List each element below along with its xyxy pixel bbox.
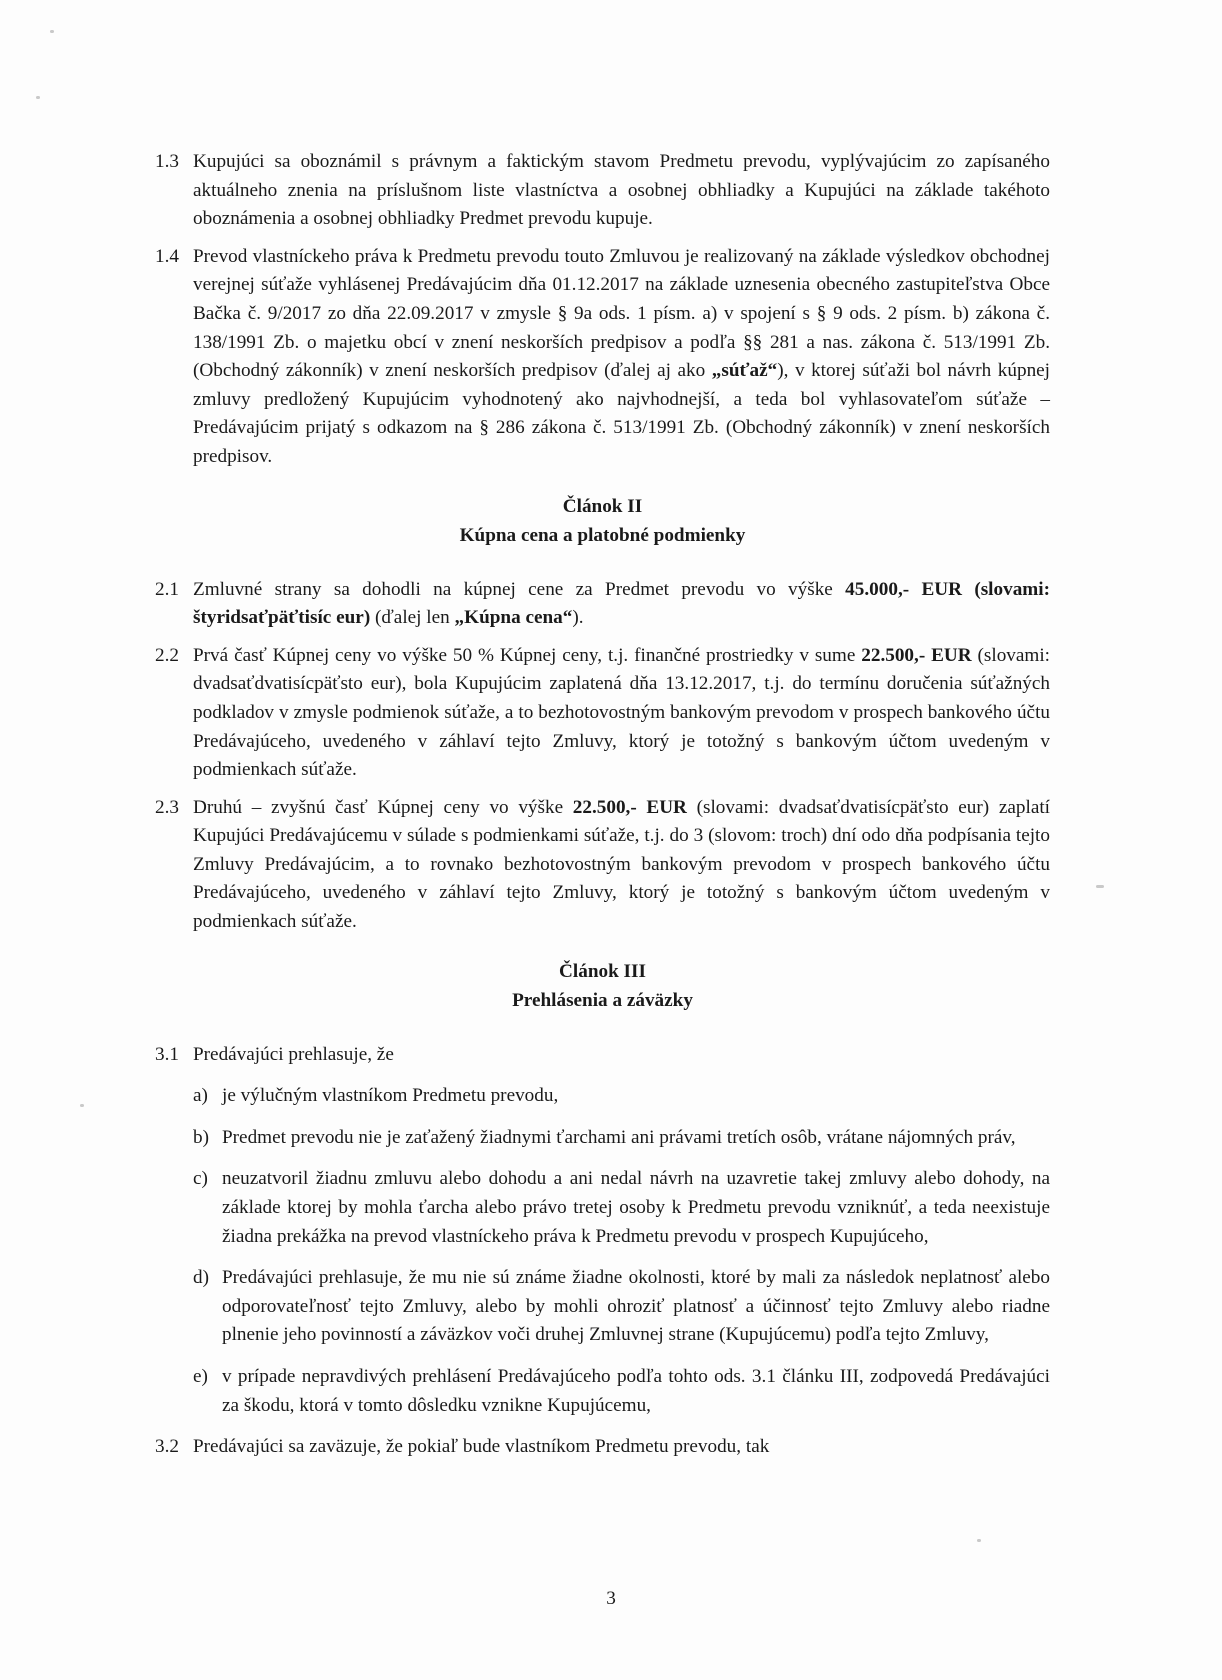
list-item-text: Predávajúci prehlasuje, že mu nie sú známe žiadne okolnosti, ktoré by mali za následok neplatnosť alebo odporovateľnosť tejto Zmluvy, alebo by mohli ohroziť platnosť a účinnosť tejto Zmluvy alebo riadne plnenie jeho povinností a záväzkov voči druhej Zmluvnej strane (Kupujúcemu) podľa tejto Zmluvy, — [222, 1267, 1050, 1346]
list-item-letter: b) — [193, 1126, 209, 1148]
article-3-heading — [155, 957, 1050, 1015]
scan-speck — [36, 96, 40, 99]
scan-speck — [80, 1104, 84, 1107]
scan-speck — [50, 30, 54, 33]
list-item-text: neuzatvoril žiadnu zmluvu alebo dohodu a ani nedal návrh na uzavretie takej zmluvy alebo dohody, na základe ktorej by mohla ťarcha alebo právo tretej osoby k Predmetu prevodu vzniknúť, a teda neexistuje žiadna prekážka na prevod vlastníckeho práva k Predmetu prevodu v prospech Kupujúceho, — [222, 1168, 1050, 1247]
text-run: Druhú – zvyšnú časť Kúpnej ceny vo výške — [193, 796, 573, 818]
section-number: 3.2 — [155, 1436, 179, 1458]
section-3-1 — [155, 1041, 1050, 1070]
text-run: ). — [572, 607, 584, 629]
second-installment-amount: 22.500,- EUR — [572, 796, 687, 818]
first-installment-amount: 22.500,- EUR — [861, 644, 972, 666]
section-text — [193, 243, 1050, 472]
section-1-3 — [155, 148, 1050, 234]
section-number: 2.2 — [155, 644, 179, 666]
section-1-4 — [155, 243, 1050, 472]
article-title: Článok III — [559, 960, 646, 982]
list-item-letter: c) — [193, 1168, 208, 1190]
section-number: 3.1 — [155, 1043, 179, 1065]
section-text — [193, 576, 1050, 633]
section-text: Predávajúci prehlasuje, že — [193, 1043, 394, 1065]
defined-term-sutaz: „súťaž“ — [711, 360, 778, 382]
section-number: 1.4 — [155, 245, 179, 267]
section-text — [193, 642, 1050, 785]
section-text — [193, 794, 1050, 937]
section-number: 2.3 — [155, 796, 179, 818]
article-2-heading — [155, 492, 1050, 550]
list-item — [193, 1264, 1050, 1350]
list-item-letter: a) — [193, 1085, 208, 1107]
list-item-letter: e) — [193, 1366, 208, 1387]
text-run: (slovami: dvadsaťdvatisícpäťsto eur) zaplatí Kupujúci Predávajúcemu v súlade s podmienkami súťaže, t.j. do 3 (slovom: troch) dní odo dňa podpísania tejto Zmluvy Predávajúcim, a to rovnako bezhotovostným bankovým prevodom v prospech bankového účtu Predávajúceho, uvedeného v záhlaví tejto Zmluvy, ktorý je totožný s bankovým účtom uvedeným v podmienkach súťaže. — [193, 796, 1050, 933]
scan-speck — [977, 1539, 981, 1542]
article-subtitle: Prehlásenia a záväzky — [512, 989, 693, 1011]
section-3-2 — [155, 1433, 1050, 1462]
list-item-text: Predmet prevodu nie je zaťažený žiadnymi ťarchami ani právami tretích osôb, vrátane nájomných práv, — [222, 1126, 1016, 1148]
section-text: Kupujúci sa oboznámil s právnym a faktickým stavom Predmetu prevodu, vyplývajúcim zo zapísaného aktuálneho znenia na príslušnom liste vlastníctva a osobnej obhliadky a Kupujúci na základe takéhoto oboznámenia a osobnej obhliadky Predmet prevodu kupuje. — [193, 151, 1050, 230]
section-2-2 — [155, 642, 1050, 785]
scan-speck — [1096, 885, 1104, 888]
list-item — [193, 1363, 1050, 1420]
article-title: Článok II — [562, 495, 643, 517]
list-item — [193, 1165, 1050, 1251]
text-run: ), v ktorej súťaži bol návrh kúpnej zmluvy predložený Kupujúcim vyhodnotený ako najvhodnejší, a teda bol vyhlasovateľom súťaže – Predávajúcim prijatý s odkazom na § 286 zákona č. 513/1991 Zb. (Obchodný zákonník) v znení neskorších predpisov. — [193, 360, 1051, 467]
list-item-text: je výlučným vlastníkom Predmetu prevodu, — [222, 1085, 559, 1107]
article-subtitle: Kúpna cena a platobné podmienky — [459, 524, 746, 546]
text-run: Zmluvné strany sa dohodli na kúpnej cene za Predmet prevodu vo výške — [193, 578, 846, 600]
list-item-text: v prípade nepravdivých prehlásení Predávajúceho podľa tohto ods. 3.1 článku III, zodpovedá Predávajúci za škodu, ktorá v tomto dôsledku vznikne Kupujúcemu, — [222, 1366, 1050, 1416]
section-text: Predávajúci sa zaväzuje, že pokiaľ bude vlastníkom Predmetu prevodu, tak — [193, 1436, 770, 1458]
section-number: 1.3 — [155, 151, 179, 172]
document-body — [155, 148, 1050, 1471]
section-2-3 — [155, 794, 1050, 937]
defined-term-kupna-cena: „Kúpna cena“ — [454, 607, 573, 629]
section-number: 2.1 — [155, 578, 179, 600]
text-run: Prevod vlastníckeho práva k Predmetu prevodu touto Zmluvou je realizovaný na základe výsledkov obchodnej verejnej súťaže vyhlásenej Predávajúcim dňa 01.12.2017 na základe uznesenia obecného zastupiteľstva Obce Bačka č. 9/2017 zo dňa 22.09.2017 v zmysle § 9a ods. 1 písm. a) v spojení s § 9 ods. 2 písm. b) zákona č. 138/1991 Zb. o majetku obcí v znení neskorších predpisov a podľa §§ 281 a nas. zákona č. 513/1991 Zb. (Obchodný zákonník) v znení neskorších predpisov (ďalej aj ako — [193, 245, 1050, 382]
text-run: (slovami: dvadsaťdvatisícpäťsto eur), bola Kupujúcim zaplatená dňa 13.12.2017, t.j. do termínu doručenia súťažných podkladov v zmysle podmienok súťaže, a to bezhotovostným bankovým prevodom v prospech bankového účtu Predávajúceho, uvedeného v záhlaví tejto Zmluvy, ktorý je totožný s bankovým účtom uvedeným v podmienkach súťaže. — [193, 644, 1051, 781]
list-item — [193, 1124, 1050, 1153]
section-2-1 — [155, 576, 1050, 633]
text-run: Prvá časť Kúpnej ceny vo výške 50 % Kúpnej ceny, t.j. finančné prostriedky v sume — [193, 644, 862, 666]
list-item — [193, 1082, 1050, 1111]
list-item-letter: d) — [193, 1267, 209, 1289]
page-number: 3 — [606, 1588, 616, 1609]
purchase-price: 45.000,- EUR (slovami: štyridsaťpäťtisíc eur) — [193, 578, 1050, 629]
text-run: (ďalej len — [370, 607, 455, 629]
